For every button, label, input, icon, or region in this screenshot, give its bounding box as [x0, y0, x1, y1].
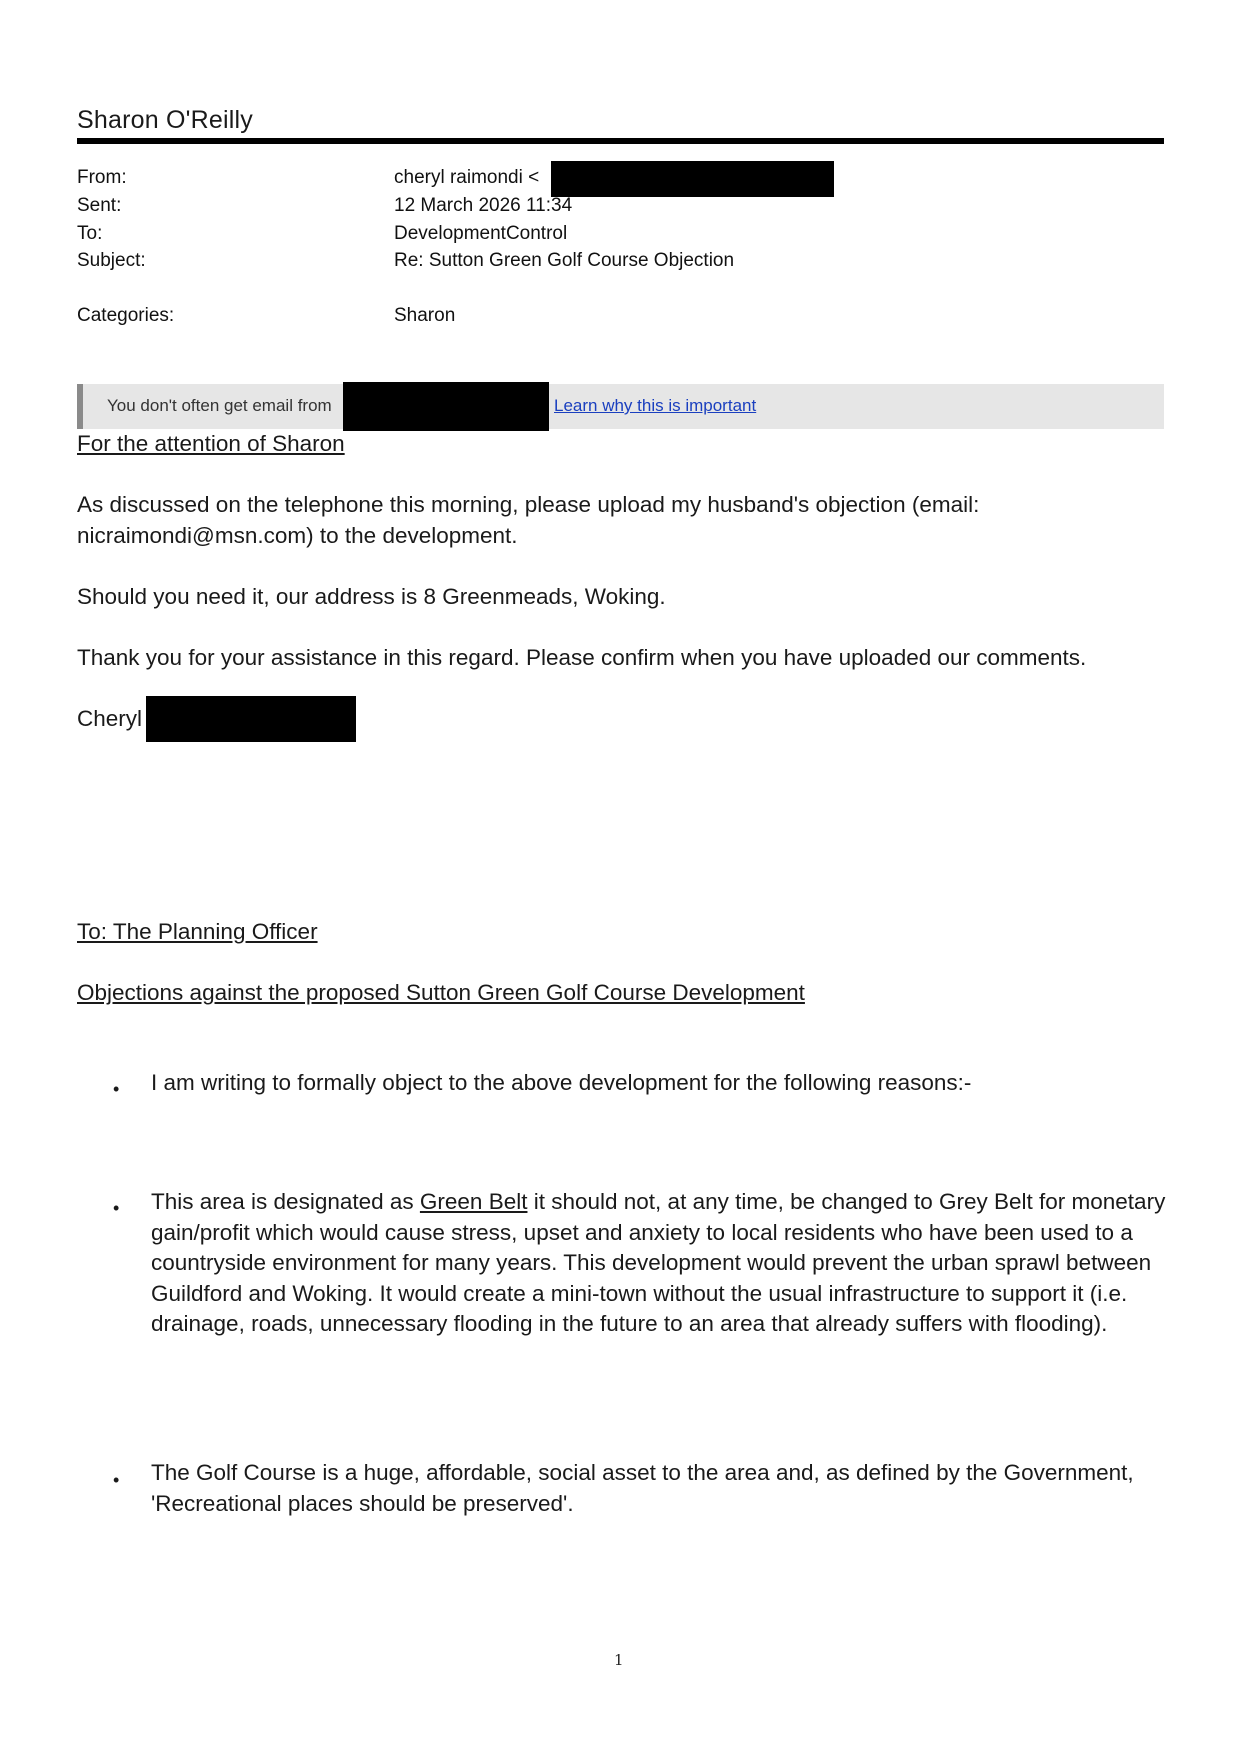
mailbox-owner-name: Sharon O'Reilly	[77, 106, 253, 134]
objection-bullet-1: I am writing to formally object to the above development for the following reasons:-	[151, 1070, 972, 1095]
bullet-2-intro: This area is designated as	[151, 1189, 420, 1214]
categories-value: Sharon	[394, 305, 456, 326]
subject-label: Subject:	[77, 250, 146, 271]
subject-value: Re: Sutton Green Golf Course Objection	[394, 250, 735, 271]
categories-label: Categories:	[77, 305, 175, 326]
objection-bullet-3: The Golf Course is a huge, affordable, social asset to the area and, as defined by the Government, 'Recreational places should be preserved'.	[151, 1460, 1134, 1516]
to-label: To:	[77, 223, 103, 244]
bullet-2-body: it should not, at any time, be changed to Grey Belt for monetary gain/profit which would cause stress, upset and anxiety to local residents who have been used to a countryside environment for many years. This development would prevent the urban sprawl between Guildford and Woking. It would create a mini-town without the usual infrastructure to support it (i.e. drainage, roads, unnecessary flooding in the future to an area that already suffers with flooding).	[151, 1189, 1166, 1336]
bullet-marker-3: •	[113, 1470, 120, 1490]
signature: Cheryl	[77, 706, 143, 731]
letter-heading: Objections against the proposed Sutton Green Golf Course Development	[77, 980, 805, 1005]
attention-line: For the attention of Sharon	[77, 431, 345, 456]
learn-why-link[interactable]: Learn why this is important	[554, 396, 757, 415]
banner-text: You don't often get email from	[107, 396, 332, 415]
header-rule	[77, 138, 1164, 144]
sent-value: 12 March 2026 11:34	[394, 195, 573, 216]
green-belt-term: Green Belt	[419, 1189, 528, 1214]
banner-accent-bar	[77, 384, 83, 429]
to-value: DevelopmentControl	[394, 223, 568, 244]
redacted-sender-address	[343, 382, 549, 431]
from-value: cheryl raimondi <	[394, 167, 540, 188]
external-sender-banner	[77, 384, 1164, 429]
letter-to-line: To: The Planning Officer	[77, 919, 318, 944]
body-paragraph-2: Should you need it, our address is 8 Greenmeads, Woking.	[77, 584, 666, 609]
body-paragraph-1-line-2: nicraimondi@msn.com) to the development.	[77, 523, 518, 548]
from-label: From:	[77, 167, 127, 188]
sent-label: Sent:	[77, 195, 122, 216]
redacted-from-address	[551, 161, 834, 197]
objection-bullet-2	[151, 1187, 1171, 1340]
bullet-marker-2: •	[113, 1198, 120, 1218]
redacted-surname	[146, 696, 356, 742]
page-number: 1	[614, 1651, 624, 1669]
bullet-marker-1: •	[113, 1079, 120, 1099]
body-paragraph-3: Thank you for your assistance in this regard. Please confirm when you have uploaded our comments.	[77, 645, 1087, 670]
body-paragraph-1-line-1: As discussed on the telephone this morning, please upload my husband's objection (email:	[77, 492, 980, 517]
